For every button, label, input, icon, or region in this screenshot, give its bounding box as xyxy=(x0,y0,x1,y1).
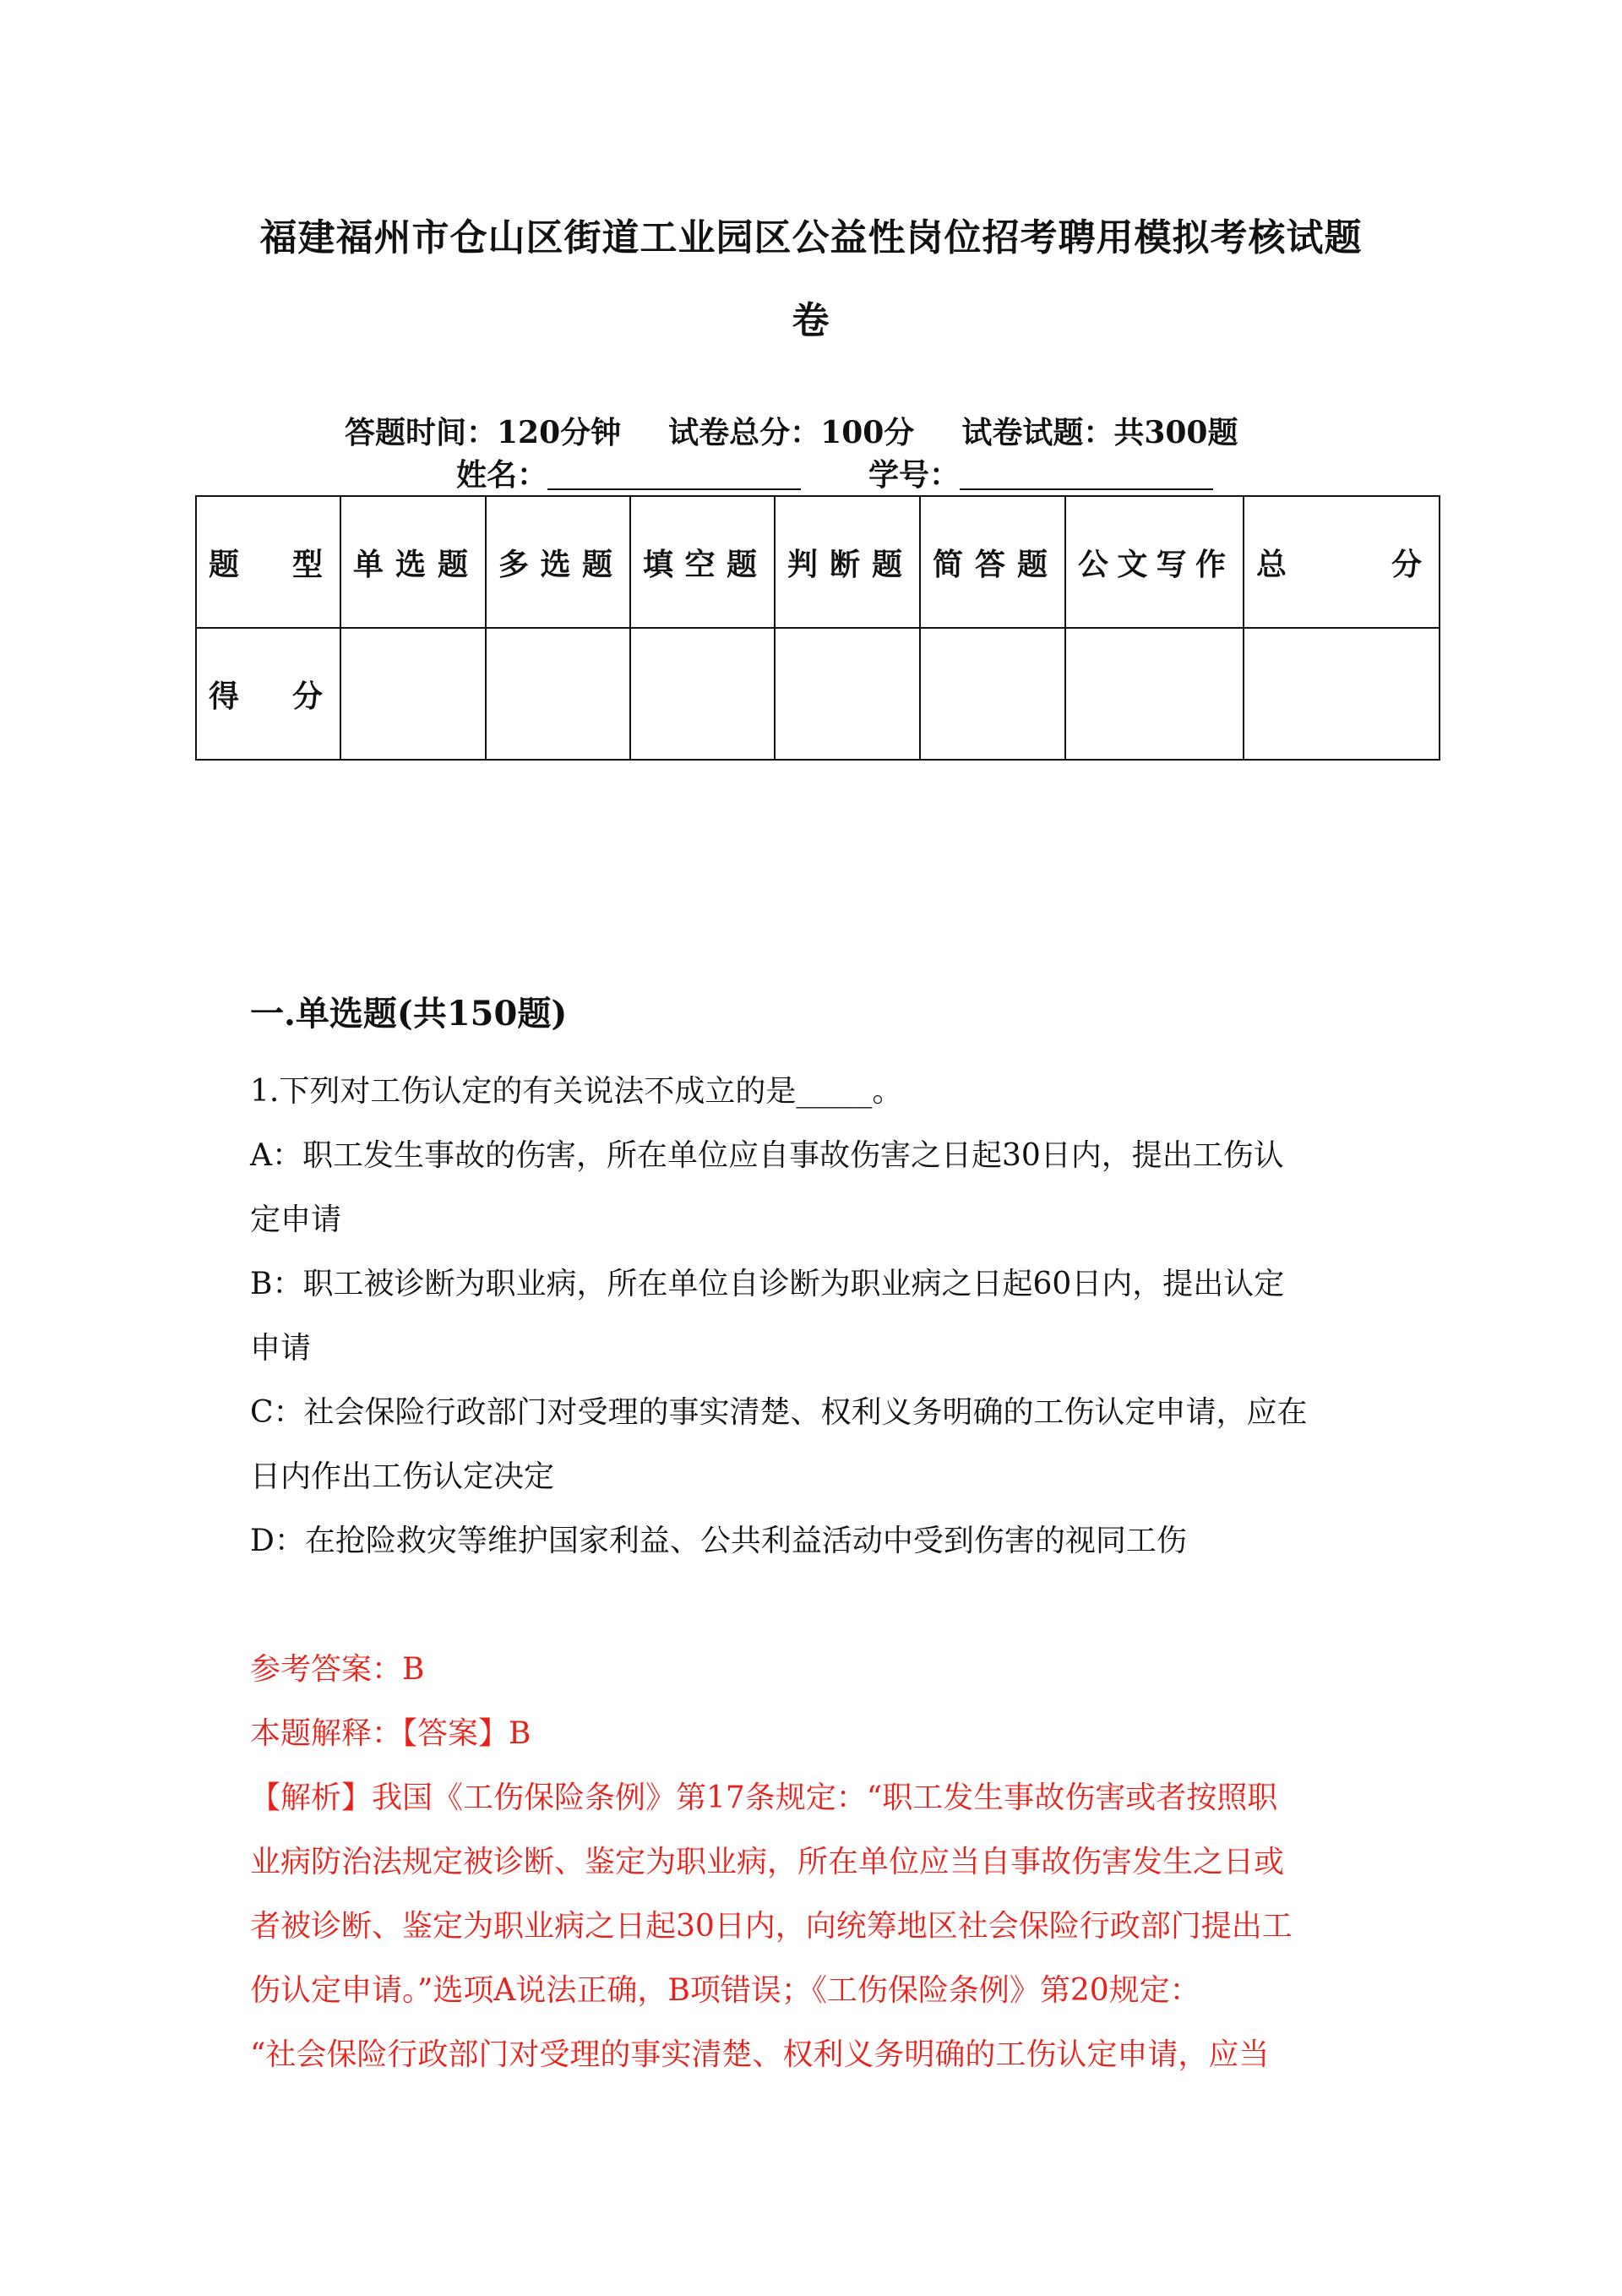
option-b-line1: B：职工被诊断为职业病，所在单位自诊断为职业病之日起60日内，提出认定 xyxy=(250,1267,1285,1301)
explanation-line: 【解析】我国《工伤保险条例》第17条规定：“职工发生事故伤害或者按照职 xyxy=(250,1781,1278,1815)
score-cell-single-choice[interactable] xyxy=(340,628,486,760)
option-c-line2: 日内作出工伤认定决定 xyxy=(250,1459,555,1494)
header-official-writing: 公文写作 xyxy=(1065,496,1244,628)
exam-title-line1: 福建福州市仓山区街道工业园区公益性岗位招考聘用模拟考核试题 xyxy=(259,216,1363,259)
score-cell-fill-blank[interactable] xyxy=(630,628,775,760)
row-label-score: 得分 xyxy=(196,628,340,760)
name-blank[interactable] xyxy=(547,460,801,490)
score-table xyxy=(195,495,1440,761)
reference-answer: 参考答案：B xyxy=(250,1652,425,1687)
score-cell-official-writing[interactable] xyxy=(1065,628,1244,760)
exam-time: 答题时间：120分钟 xyxy=(345,415,622,450)
score-table-score-row xyxy=(196,628,1440,760)
score-cell-short-answer[interactable] xyxy=(920,628,1065,760)
option-d: D：在抢险救灾等维护国家利益、公共利益活动中受到伤害的视同工伤 xyxy=(250,1524,1187,1558)
header-single-choice: 单选题 xyxy=(340,496,486,628)
exam-title-line2: 卷 xyxy=(792,299,830,342)
option-c-line1: C：社会保险行政部门对受理的事实清楚、权利义务明确的工伤认定申请，应在 xyxy=(250,1395,1308,1430)
answer-block xyxy=(250,1638,1416,2087)
exam-info-row xyxy=(345,412,1238,453)
exam-total-score: 试卷总分：100分 xyxy=(668,415,915,450)
header-multiple-choice: 多选题 xyxy=(486,496,630,628)
exam-question-count: 试卷试题：共300题 xyxy=(961,415,1238,450)
id-blank[interactable] xyxy=(960,460,1213,490)
explanation-line: 伤认定申请。”选项A说法正确，B项错误；《工伤保险条例》第20规定： xyxy=(250,1973,1200,2008)
explanation-line: 业病防治法规定被诊断、鉴定为职业病，所在单位应当自事故伤害发生之日或 xyxy=(250,1845,1285,1879)
explanation-line: 者被诊断、鉴定为职业病之日起30日内，向统筹地区社会保险行政部门提出工 xyxy=(250,1909,1293,1944)
question-1 xyxy=(250,1060,1399,1573)
option-a-line1: A：职工发生事故的伤害，所在单位应自事故伤害之日起30日内，提出工伤认 xyxy=(250,1138,1284,1173)
score-table-header-row xyxy=(196,496,1440,628)
name-label: 姓名： xyxy=(456,457,548,493)
score-cell-total[interactable] xyxy=(1244,628,1440,760)
id-label: 学号： xyxy=(868,457,961,493)
option-b-line2: 申请 xyxy=(250,1331,312,1366)
explanation-line: “社会保险行政部门对受理的事实清楚、权利义务明确的工伤认定申请，应当 xyxy=(250,2037,1270,2072)
header-true-false: 判断题 xyxy=(775,496,920,628)
score-cell-true-false[interactable] xyxy=(775,628,920,760)
question-stem: 1.下列对工伤认定的有关说法不成立的是_____。 xyxy=(250,1074,903,1109)
header-total: 总分 xyxy=(1244,496,1440,628)
explanation-title: 本题解释：【答案】B xyxy=(250,1716,531,1751)
student-info-row xyxy=(456,455,1213,495)
header-short-answer: 简答题 xyxy=(920,496,1065,628)
section-title: 一.单选题(共150题) xyxy=(250,994,568,1033)
score-cell-multiple-choice[interactable] xyxy=(486,628,630,760)
option-a-line2: 定申请 xyxy=(250,1203,342,1237)
header-question-type: 题型 xyxy=(196,496,340,628)
header-fill-blank: 填空题 xyxy=(630,496,775,628)
